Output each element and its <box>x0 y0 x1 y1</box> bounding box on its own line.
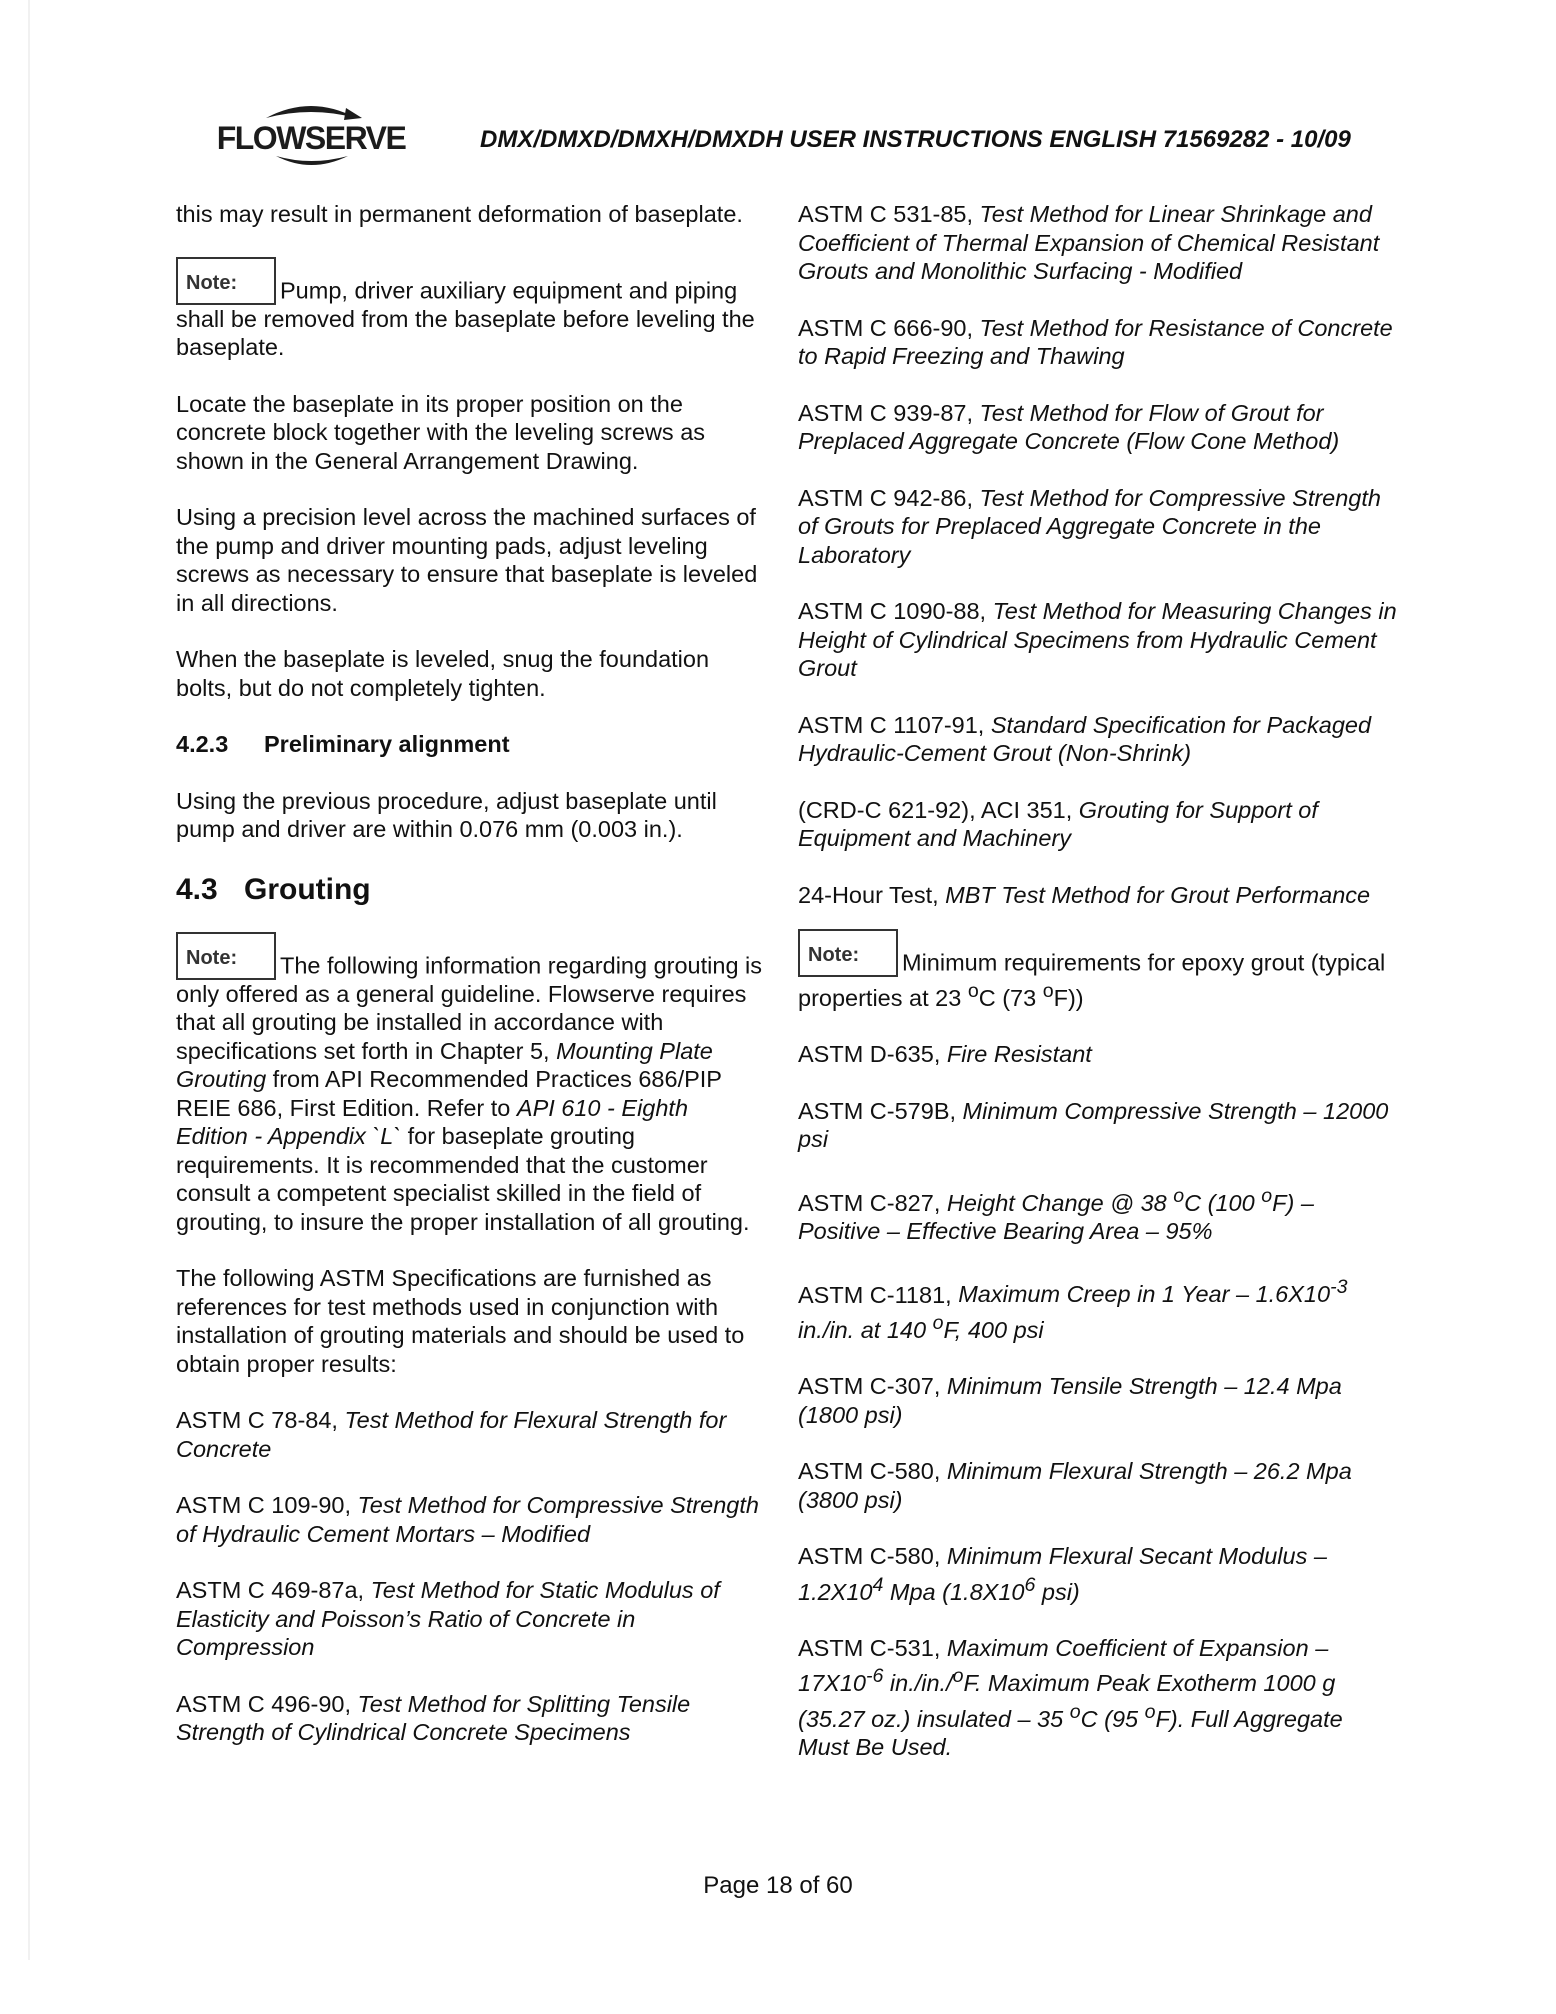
spec-item: ASTM C 531-85, Test Method for Linear Shrinkage and Coefficient of Thermal Expansion of Chemical Resistant Grouts and Monolithic Surfacing - Modified <box>798 201 1380 284</box>
spec-item: ASTM C 1090-88, Test Method for Measuring Changes in Height of Cylindrical Specimens from Hydraulic Cement Grout <box>798 598 1397 681</box>
flowserve-logo <box>216 98 406 178</box>
section-heading-4-3: 4.3 Grouting <box>176 872 371 906</box>
paragraph: this may result in permanent deformation of baseplate. <box>176 201 743 227</box>
spec-item: ASTM C 78-84, Test Method for Flexural Strength for Concrete <box>176 1407 727 1462</box>
spec-item: ASTM C-579B, Minimum Compressive Strength – 12000 psi <box>798 1097 1389 1153</box>
spec-item: ASTM C-307, Minimum Tensile Strength – 12.4 Mpa (1800 psi) <box>798 1373 1342 1428</box>
section-heading-4-2-3: 4.2.3 Preliminary alignment <box>176 731 510 757</box>
spec-item: 24-Hour Test, MBT Test Method for Grout Performance <box>798 881 1371 908</box>
note-pump-removal: Note: Pump, driver auxiliary equipment and piping shall be removed from the baseplate before leveling the baseplate. <box>176 257 766 362</box>
spec-item: ASTM C-1181, Maximum Creep in 1 Year – $1.6X10^{-3}$ in./in. at 140 $^o$F, 400 psi <box>798 1276 1348 1343</box>
spec-item: ASTM C 666-90, Test Method for Resistance of Concrete to Rapid Freezing and Thawing <box>798 314 1393 369</box>
note-epoxy-grout: Note: Minimum requirements for epoxy grout (typical properties at 23 $^o$C (73 $^o$F)) <box>798 929 1398 1012</box>
left-column <box>176 200 766 1775</box>
page-number: Page 18 of 60 <box>703 1872 853 1899</box>
paragraph: When the baseplate is leveled, snug the foundation bolts, but do not completely tighten. <box>176 646 710 701</box>
note-grouting-guideline: Note: The following information regarding grouting is only offered as a general guideline. Flowserve requires that all grouting be installed in accordance with specifications set forth in Chapter 5, Mounting Plate Grouting from API Recommended Practices 686/PIP REIE 686, First Edition. Refer to API 610 - Eighth Edition - Appendix `L` for baseplate grouting requirements. It is recommended that the customer consult a competent specialist skilled in the field of grouting, to insure the proper installation of all grouting. <box>176 932 766 1237</box>
spec-item: ASTM C 109-90, Test Method for Compressive Strength of Hydraulic Cement Mortars – Modified <box>176 1492 759 1547</box>
spec-item: ASTM C 496-90, Test Method for Splitting Tensile Strength of Cylindrical Concrete Specimens <box>176 1690 691 1745</box>
paragraph: Using a precision level across the machined surfaces of the pump and driver mounting pads, adjust leveling screws as necessary to ensure that baseplate is leveled in all directions. <box>176 504 758 616</box>
note-label-box: Note: <box>176 257 276 305</box>
spec-item: ASTM D-635, Fire Resistant <box>798 1041 1092 1068</box>
note-label-box: Note: <box>176 932 276 980</box>
scan-edge <box>28 0 30 1960</box>
paragraph: Using the previous procedure, adjust baseplate until pump and driver are within 0.076 mm (0.003 in.). <box>176 787 717 842</box>
spec-item: ASTM C 1107-91, Standard Specification for Packaged Hydraulic-Cement Grout (Non-Shrink) <box>798 711 1372 766</box>
paragraph: Locate the baseplate in its proper position on the concrete block together with the leveling screws as shown in the General Arrangement Drawing. <box>176 390 706 474</box>
spec-item: ASTM C 942-86, Test Method for Compressive Strength of Grouts for Preplaced Aggregate Concrete in the Laboratory <box>798 484 1381 568</box>
paragraph: The following ASTM Specifications are furnished as references for test methods used in conjunction with installation of grouting materials and should be used to obtain proper results: <box>176 1265 745 1377</box>
spec-item: ASTM C-827, Height Change @ 38 $^o$C (100 $^o$F) – Positive – Effective Bearing Area – 95% <box>798 1184 1314 1245</box>
spec-item: ASTM C-531, Maximum Coefficient of Expansion – $17X10^{-6}$ in./in./$^o$F. Maximum Peak Exotherm 1000 g (35.27 oz.) insulated – 35 $^o$C (95 $^o$F). Full Aggregate Must Be Used. <box>798 1635 1343 1761</box>
document-header-title: DMX/DMXD/DMXH/DMXDH USER INSTRUCTIONS ENGLISH 71569282 - 10/09 <box>480 126 1351 153</box>
right-column <box>798 200 1398 1790</box>
spec-item: ASTM C 939-87, Test Method for Flow of Grout for Preplaced Aggregate Concrete (Flow Cone Method) <box>798 399 1340 454</box>
note-label-box: Note: <box>798 929 898 977</box>
spec-item: ASTM C 469-87a, Test Method for Static Modulus of Elasticity and Poisson’s Ratio of Concrete in Compression <box>176 1577 720 1660</box>
logo-wordmark: FLOWSERVE <box>216 120 406 156</box>
spec-item: ASTM C-580, Minimum Flexural Secant Modulus – $1.2X10^4$ Mpa ($1.8X10^6$ psi) <box>798 1543 1327 1605</box>
spec-item: ASTM C-580, Minimum Flexural Strength – 26.2 Mpa (3800 psi) <box>798 1458 1352 1513</box>
spec-item: (CRD-C 621-92), ACI 351, Grouting for Support of Equipment and Machinery <box>798 796 1318 851</box>
